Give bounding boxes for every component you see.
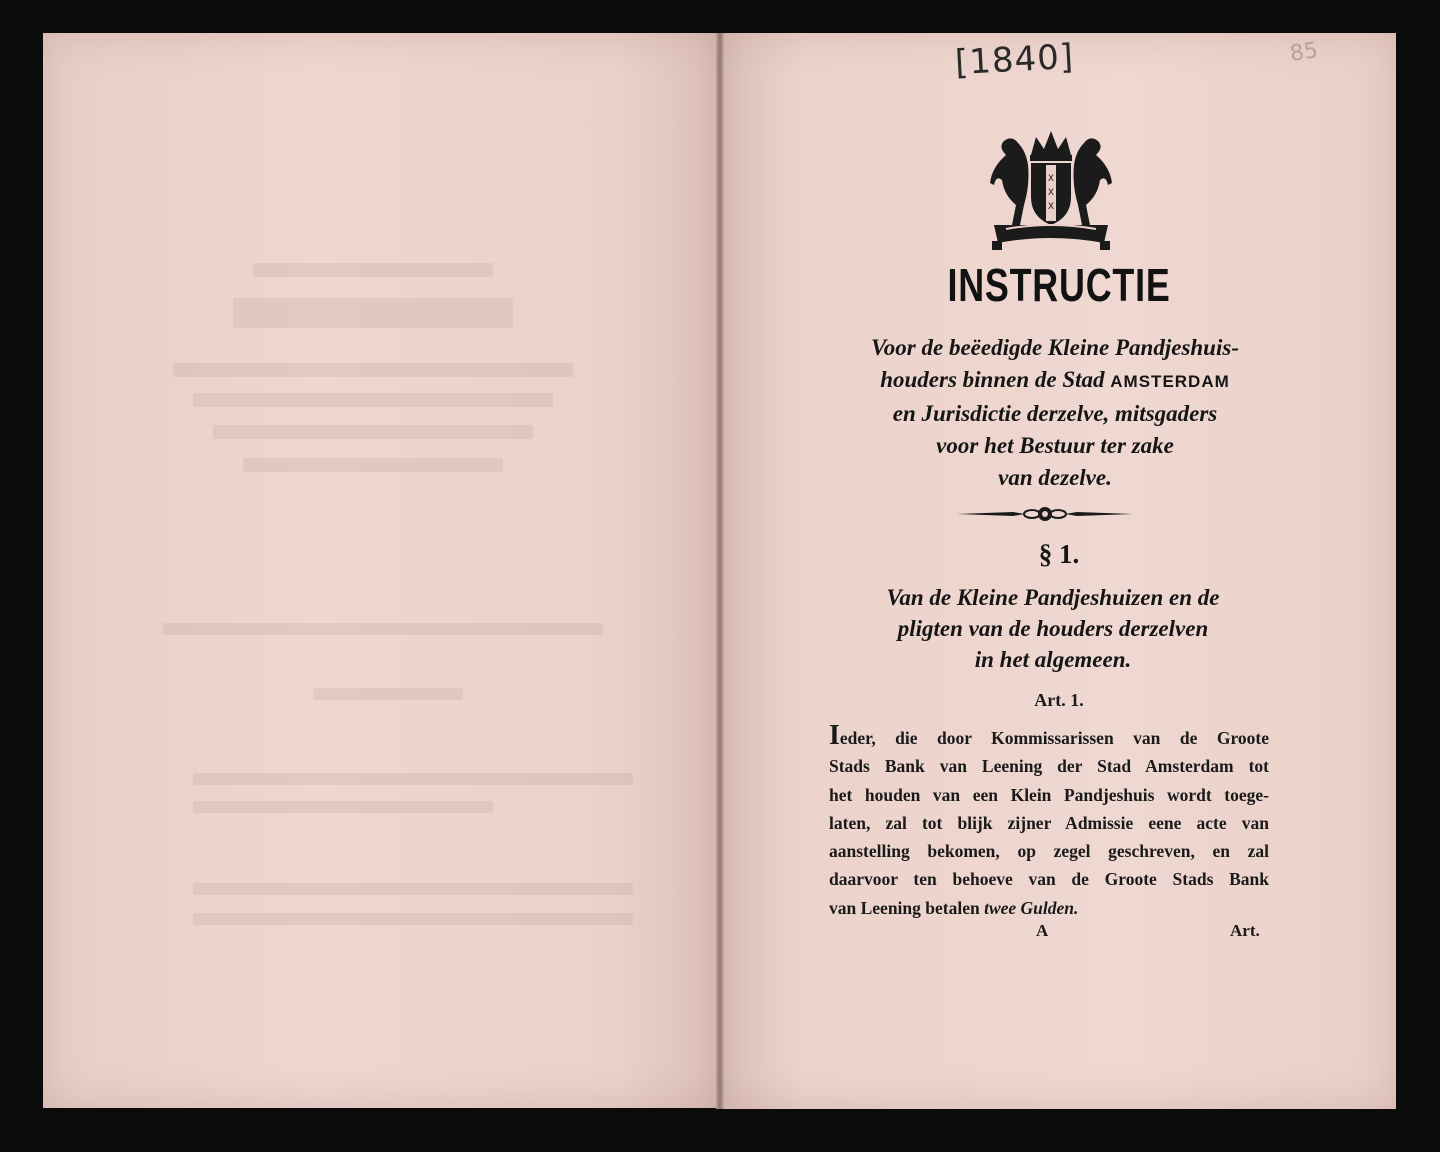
decorative-divider-icon: [955, 503, 1135, 525]
svg-text:X: X: [1047, 174, 1055, 184]
subtitle-line: en Jurisdictie derzelve, mitsgaders: [892, 401, 1218, 426]
body-line: aanstelling bekomen, op zegel geschreven, en zal: [829, 841, 1269, 862]
catchword: Art.: [1230, 921, 1260, 940]
body-line: van Leening betalen twee Gulden.: [829, 897, 1079, 918]
article-label: Art. 1.: [1034, 690, 1084, 710]
section-title: [828, 582, 1278, 675]
section-title-line: Van de Kleine Pandjeshuizen en de: [886, 585, 1220, 610]
section-number: § 1.: [1038, 539, 1080, 569]
body-line: Ieder, die door Kommissarissen van de Groote: [829, 720, 1269, 751]
svg-text:X: X: [1047, 202, 1055, 212]
subtitle-line: voor het Bestuur ter zake: [936, 433, 1174, 458]
book-gutter: [716, 33, 724, 1109]
section-title-line: pligten van de houders derzelven: [897, 616, 1209, 641]
left-page: [43, 33, 718, 1108]
signature-mark: A: [1036, 921, 1049, 940]
page-title: INSTRUCTIE: [947, 259, 1171, 311]
title-subtitle: [830, 332, 1280, 494]
body-line: het houden van een Klein Pandjeshuis wordt toege-: [829, 784, 1269, 805]
svg-text:X: X: [1047, 188, 1055, 198]
subtitle-line: houders binnen de Stad AMSTERDAM: [880, 367, 1230, 392]
pencil-mark: 85: [1288, 38, 1320, 67]
handwritten-year: [1840]: [954, 36, 1076, 84]
subtitle-line: van dezelve.: [998, 465, 1112, 490]
section-title-line: in het algemeen.: [974, 647, 1132, 672]
body-line: Stads Bank van Leening der Stad Amsterdam tot: [829, 756, 1269, 777]
subtitle-line: Voor de beëedigde Kleine Pandjeshuis-: [871, 335, 1239, 360]
amsterdam-coat-of-arms-icon: [986, 125, 1116, 250]
article-body: [829, 720, 1269, 922]
body-line: laten, zal tot blijk zijner Admissie eene acte van: [829, 812, 1269, 833]
body-line: daarvoor ten behoeve van de Groote Stads Bank: [829, 869, 1269, 890]
drop-cap: I: [829, 720, 840, 751]
